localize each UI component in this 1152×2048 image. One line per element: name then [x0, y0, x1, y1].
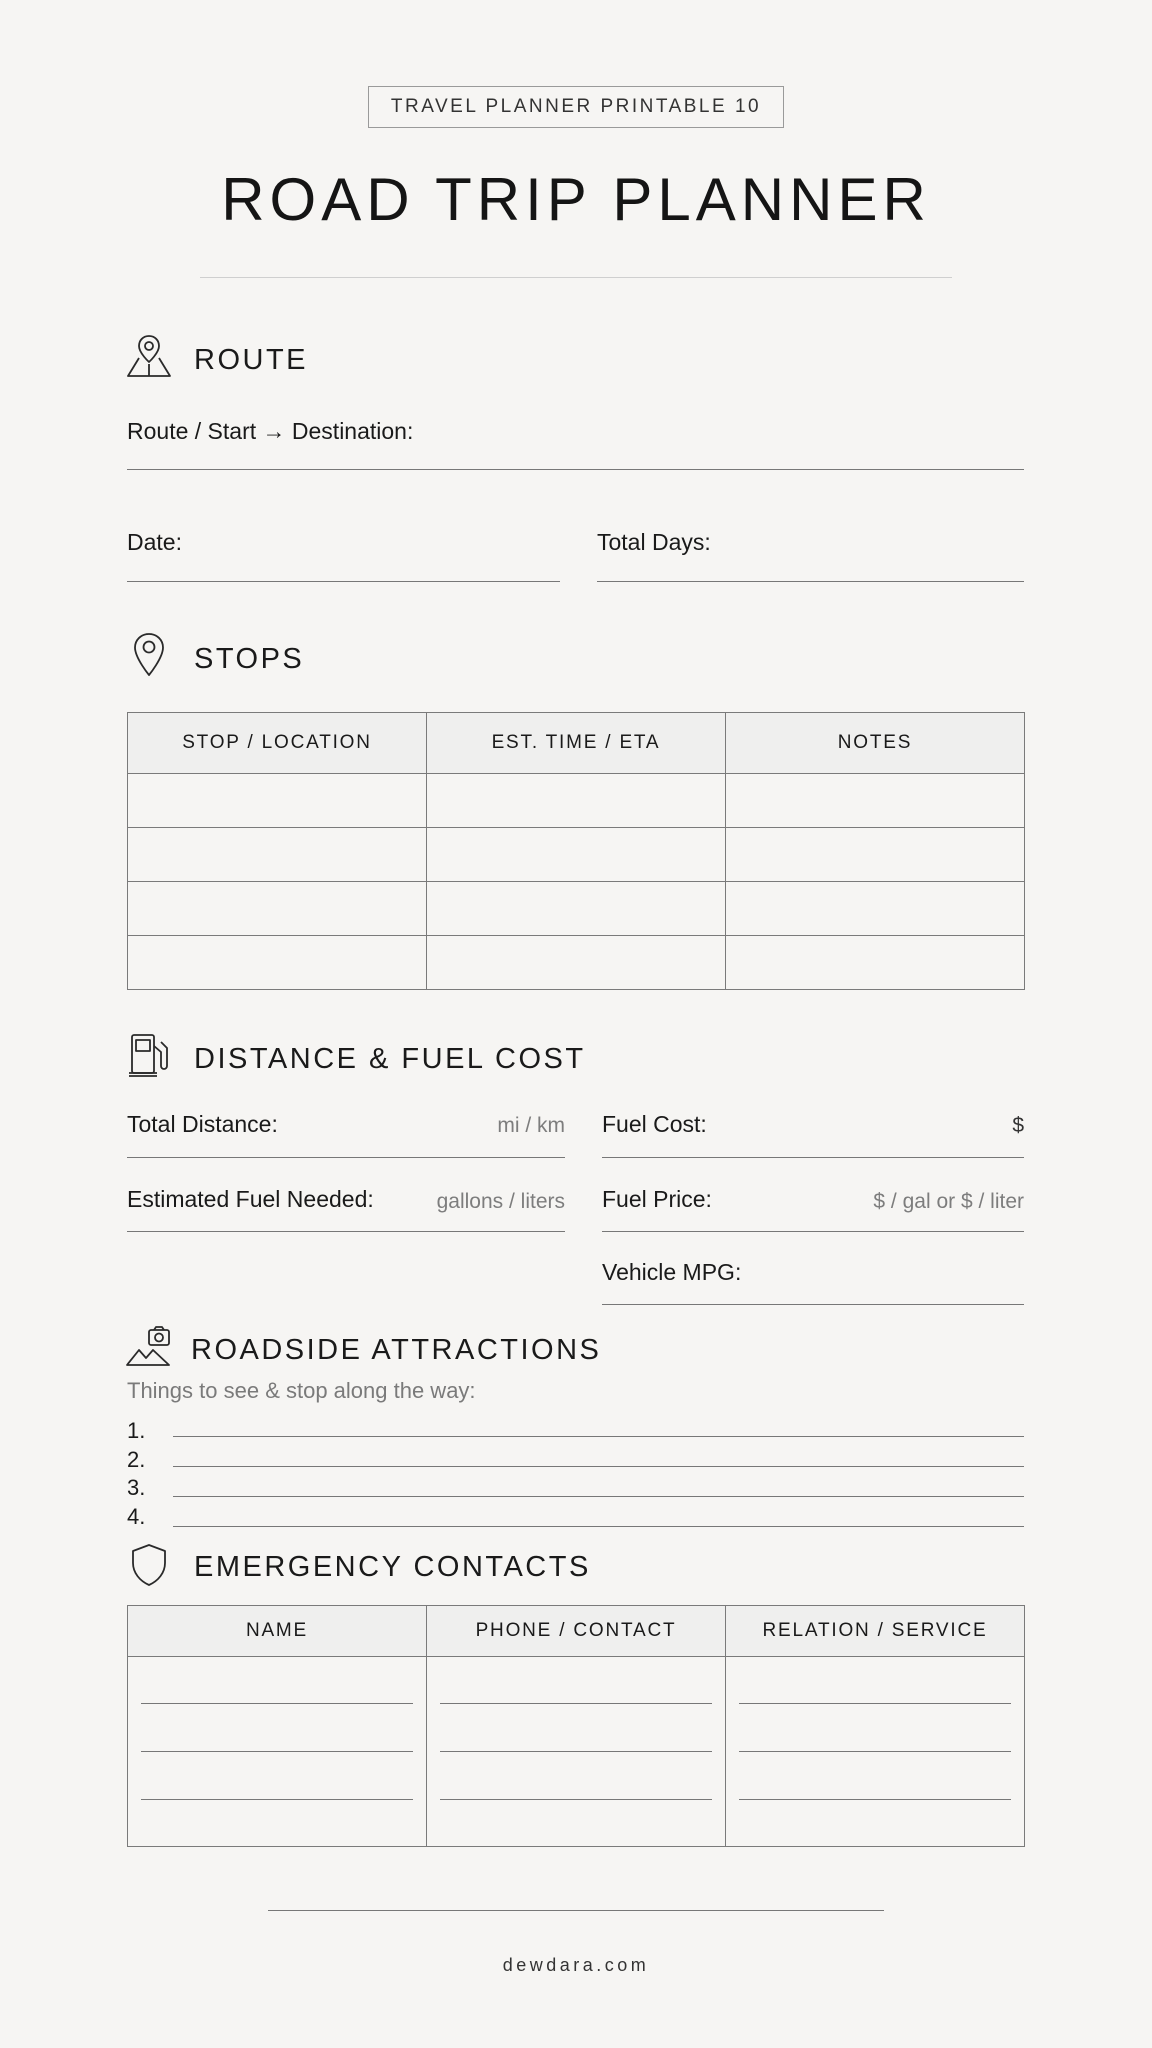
gas-pump-icon — [125, 1032, 173, 1080]
table-row — [128, 882, 1025, 936]
attraction-input-line[interactable] — [173, 1526, 1024, 1527]
table-row — [128, 828, 1025, 882]
stop-eta-cell[interactable] — [427, 936, 726, 990]
fuel-price-label: Fuel Price: — [602, 1186, 712, 1212]
attraction-number: 2. — [127, 1447, 146, 1472]
attraction-number: 3. — [127, 1475, 146, 1500]
date-input-line[interactable] — [127, 581, 560, 582]
total-days-input-line[interactable] — [597, 581, 1024, 582]
stop-notes-cell[interactable] — [726, 828, 1025, 882]
attraction-number: 1. — [127, 1418, 146, 1443]
vehicle-mpg-label: Vehicle MPG: — [602, 1259, 742, 1285]
route-label: Route / Start → Destination: — [127, 418, 414, 444]
attraction-number: 4. — [127, 1504, 146, 1529]
contact-relation-cell[interactable] — [726, 1657, 1025, 1847]
table-row — [128, 1657, 1025, 1847]
fuel-price-unit: $ / gal or $ / liter — [873, 1190, 1024, 1213]
fuel-needed-unit: gallons / liters — [436, 1190, 565, 1213]
fuel-cost-label: Fuel Cost: — [602, 1111, 707, 1137]
footer-site: dewdara.com — [502, 1955, 650, 1975]
stop-notes-cell[interactable] — [726, 882, 1025, 936]
contacts-table — [127, 1605, 1025, 1847]
stops-col-eta: EST. TIME / ETA — [427, 713, 726, 774]
date-label: Date: — [127, 529, 182, 555]
stop-eta-cell[interactable] — [427, 828, 726, 882]
total-distance-label: Total Distance: — [127, 1111, 278, 1137]
stop-eta-cell[interactable] — [427, 774, 726, 828]
stop-notes-cell[interactable] — [726, 936, 1025, 990]
stops-col-location: STOP / LOCATION — [128, 713, 427, 774]
contacts-col-name: NAME — [128, 1606, 427, 1657]
fuel-cost-unit: $ — [1012, 1114, 1024, 1137]
contact-name-cell[interactable] — [128, 1657, 427, 1847]
location-pin-icon — [125, 631, 173, 679]
page-title: ROAD TRIP PLANNER — [221, 166, 931, 233]
table-row — [128, 774, 1025, 828]
stops-table — [127, 712, 1025, 990]
stop-notes-cell[interactable] — [726, 774, 1025, 828]
attraction-input-line[interactable] — [173, 1436, 1024, 1437]
total-distance-unit: mi / km — [497, 1114, 565, 1137]
stops-section-title: STOPS — [194, 643, 305, 675]
stop-location-cell[interactable] — [128, 828, 427, 882]
attraction-input-line[interactable] — [173, 1466, 1024, 1467]
contacts-section-title: EMERGENCY CONTACTS — [194, 1551, 591, 1583]
contacts-col-relation: RELATION / SERVICE — [726, 1606, 1025, 1657]
total-distance-input-line[interactable] — [127, 1157, 565, 1158]
fuel-needed-label: Estimated Fuel Needed: — [127, 1186, 374, 1212]
stop-location-cell[interactable] — [128, 774, 427, 828]
fuel-section-title: DISTANCE & FUEL COST — [194, 1043, 586, 1075]
table-row — [128, 936, 1025, 990]
planner-badge: TRAVEL PLANNER PRINTABLE 10 — [368, 86, 784, 128]
footer-divider — [268, 1910, 884, 1911]
fuel-cost-input-line[interactable] — [602, 1157, 1024, 1158]
route-input-line[interactable] — [127, 469, 1024, 470]
attraction-input-line[interactable] — [173, 1496, 1024, 1497]
stop-location-cell[interactable] — [128, 882, 427, 936]
stops-col-notes: NOTES — [726, 713, 1025, 774]
attractions-subtitle: Things to see & stop along the way: — [127, 1378, 476, 1403]
vehicle-mpg-input-line[interactable] — [602, 1304, 1024, 1305]
attractions-section-title: ROADSIDE ATTRACTIONS — [191, 1334, 602, 1366]
map-pin-mountain-icon — [125, 332, 173, 380]
contacts-col-phone: PHONE / CONTACT — [427, 1606, 726, 1657]
stop-location-cell[interactable] — [128, 936, 427, 990]
contact-phone-cell[interactable] — [427, 1657, 726, 1847]
camera-mountain-icon — [125, 1324, 173, 1372]
total-days-label: Total Days: — [597, 529, 711, 555]
shield-icon — [125, 1541, 173, 1589]
fuel-needed-input-line[interactable] — [127, 1231, 565, 1232]
stop-eta-cell[interactable] — [427, 882, 726, 936]
route-section-title: ROUTE — [194, 344, 308, 376]
title-divider — [200, 277, 952, 278]
fuel-price-input-line[interactable] — [602, 1231, 1024, 1232]
